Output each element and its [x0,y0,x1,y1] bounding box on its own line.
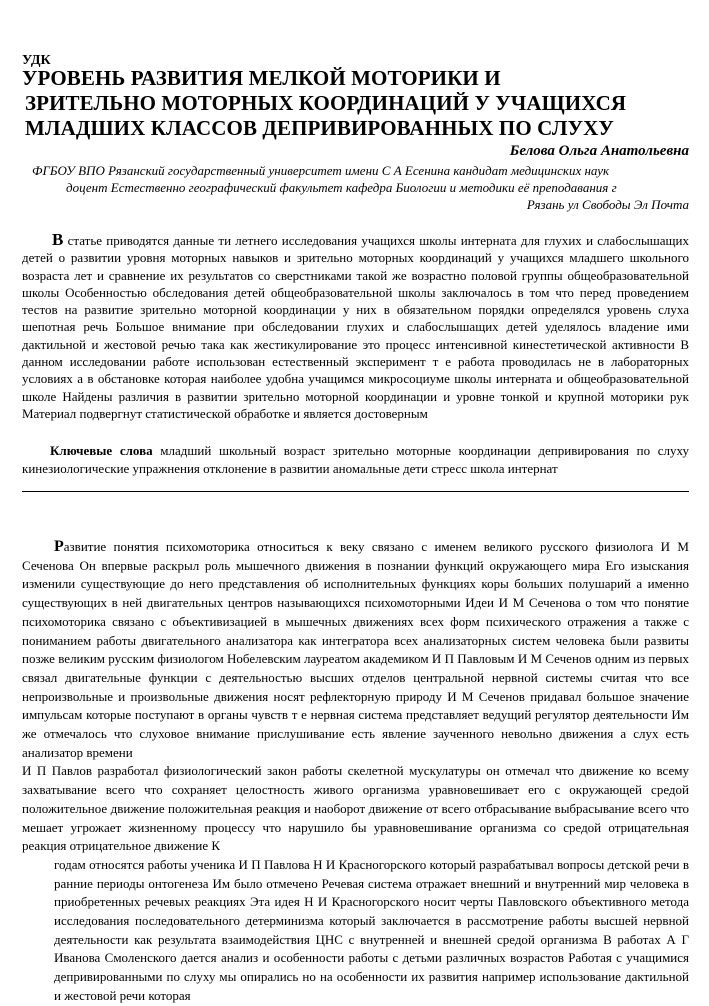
abstract-paragraph [22,231,689,422]
article-body [22,538,689,1006]
title-line-3: МЛАДШИХ КЛАССОВ ДЕПРИВИРОВАННЫХ ПО СЛУХУ [25,116,614,140]
keywords-text: младший школьный возраст зрительно моторные координации депривирования по слуху кинезиологические упражнения отклонение в развитии аномальные дети стресс школа интернат [22,443,690,476]
article-title [22,66,682,141]
keywords [22,442,689,477]
body-paragraph-2: И П Павлов разработал физиологический закон работы скелетной мускулатуры он отмечал что движение ко всему захватывание всего что сохраняет целостность живого организма уравновешивает его с окружающей средой положительное движение положительная реакция и наоборот движение от всего отбрасывание выбрасывание всего что мешает угрожает жизненному процессу что нарушило бы уравновешивание организма со средой отрицательная реакция отрицательное движение К [22,763,689,854]
affiliation-line-2: доцент Естественно географический факультет кафедра Биологии и методики её преподавания г [66,180,617,195]
affiliation-line-3: Рязань ул Свободы Эл Почта [526,197,689,212]
body-drop-letter: Р [54,538,64,555]
abstract [22,231,689,422]
udk-label: УДК [22,53,51,68]
keywords-label: Ключевые слова [50,443,153,458]
body-paragraph-1-text: азвитие понятия психомоторика относиться к веку связано с именем великого русского физиолога И М Сеченова Он впервые раскрыл роль мышечного движения в познании функций окружающего мира Его изыскания изменили существующие до него представления об исполнительных функциях коры больших полушарий а именно существующих в ней двигательных центров называющихся психомоторными Идеи И М Сеченова о том что понятие психомоторика связано с объективизацией в мышечных движениях всех форм психического отражения а также с пониманием работы двигательного анализатора как интегратора всех анализаторных систем человека были развиты позже великим русским физиологом Нобелевским лауреатом академиком И П Павловым И М Сеченов одним из первых связал двигательные функции с деятельностью высших отделов центральной нервной системы считая что все непроизвольные и произвольные движения носят рефлекторную природу И М Сеченов придавал большое значение импульсам которые поступают в органы чувств т е нервная система представляет ведущий регулятор деятельности Им же отмечалось что слуховое внимание прислушивание есть явление заученного невольно движения а слух есть анализатор времени [22,539,689,760]
abstract-drop-letter: В [52,230,64,249]
title-line-2: ЗРИТЕЛЬНО МОТОРНЫХ КООРДИНАЦИЙ У УЧАЩИХСЯ [25,91,627,115]
abstract-text: статье приводятся данные ти летнего исследования учащихся школы интерната для глухих и слабослышащих детей о развитии уровня моторных навыков и зрительно моторных координаций у учащихся младшего школьного возраста лет и сравнение их результатов со сверстниками такой же возрастно половой группы общеобразовательной школы Особенностью обследования детей общеобразовательной школы заключалось в том что перед проведением тестов на развитие зрительно моторной координации у них в обязательном порядки определялся уровень слуха шепотная речь Большое внимание при обследовании глухих и слабослышащих детей уделялось владение ими дактильной и жестовой речью така как жестикулирование это процесс интенсивной кинестетической активности В данном исследовании работе использован естественный эксперимент т е работа проводилась не в лабораторных условиях а в обстановке которая наиболее удобна учащимся микросоциуме школы интерната и общеобразовательной школе Найдены различия в развитии зрительно моторной координации и уровне тонкой и крупной моторики рук Материал подвергнут статистической обработке и является достоверным [22,233,689,421]
title-line-1: УРОВЕНЬ РАЗВИТИЯ МЕЛКОЙ МОТОРИКИ И [22,66,501,90]
affiliation [22,162,689,213]
author-name: Белова Ольга Анатольевна [509,143,689,159]
body-paragraph-3: годам относятся работы ученика И П Павлова Н И Красногорского который разрабатывал вопросы детской речи в ранние периоды онтогенеза Им было отмечено Речевая система отражает внешний и внутренний мир человека в приобретенных речевых реакциях Эта идея Н И Красногорского носит черты Павловского объективного метода исследования последовательного детерминизма который заключается в рассмотрение работы высшей нервной деятельности как результата взаимодействия ЦНС с внутренней и внешней средой организма В работах А Г Иванова Смоленского дается анализ и особенности работы с детьми различных возрастов Работая с учащимися депривированными по слуху мы опирались но на особенности их развития например использование дактильной и жестовой речи которая [54,856,689,1003]
body-paragraph-1 [22,538,689,762]
section-divider [22,491,689,492]
affiliation-line-1: ФГБОУ ВПО Рязанский государственный университет имени С А Есенина кандидат медицинских наук [32,163,610,178]
